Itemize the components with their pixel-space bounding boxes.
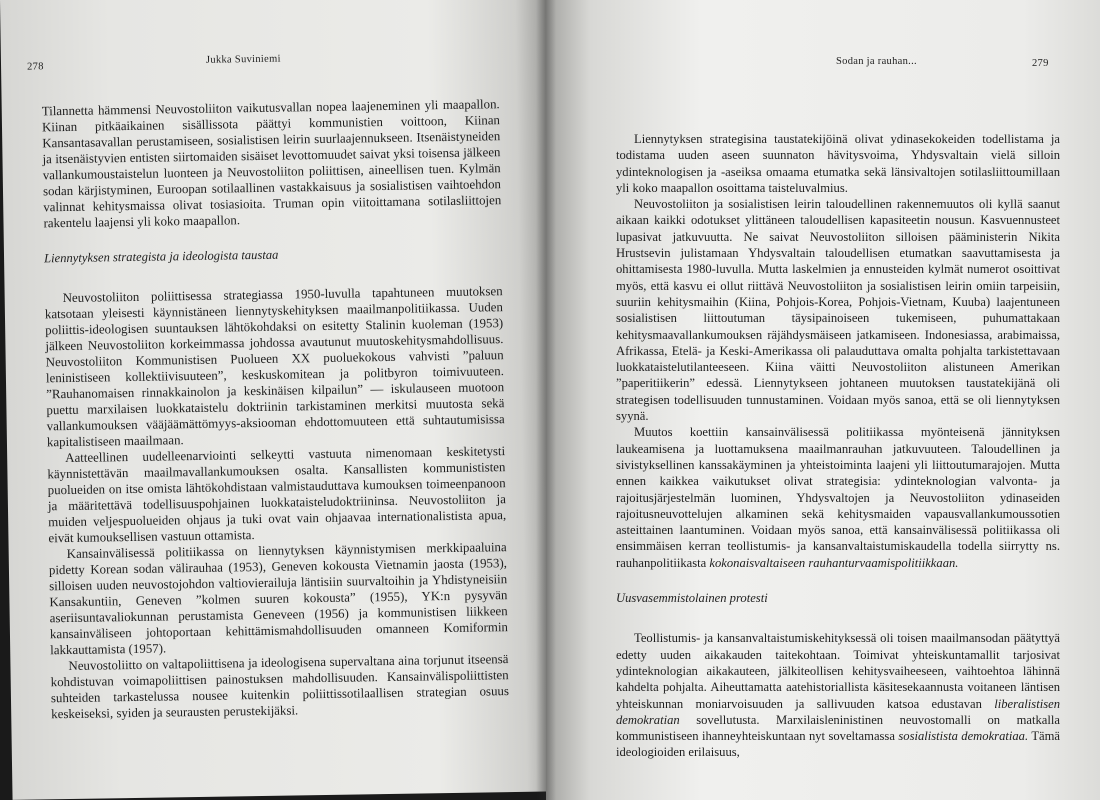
right-page-number: 279 (1032, 58, 1049, 69)
left-paragraph-5: Neuvostoliitto on valtapoliittisena ja ideologisena supervaltana aina torjunut itseensä kohdistuvan voimapoliittisen painostuksen mahdollisuuden. Kansainvälispoliittisten suhteiden tarkastelussa nousee kuitenkin poliittissotilaallisen strategian osuus keskeiseksi, syiden ja seurausten perustekijäksi. (50, 652, 510, 722)
right-paragraph-3-emphasis: kokonaisvaltaiseen rauhanturvaamispolitiikkaan. (709, 555, 959, 570)
right-paragraph-2: Neuvostoliiton ja sosialistisen leirin taloudellinen rakennemuutos oli kyllä saanut aikaan kaikki odotukset ylittäneen taloudellisen kapasiteetin nousun. Kasvuennusteet lupasivat jatkuvuutta. Ne saivat Neuvostoliiton silloisen pääministerin Nikita Hrustsevin julistamaan Yhdysvaltain taloudellisen etumatkan saavuttamisesta ja ohittamisesta 1980-luvulla. Mutta laskelmien ja ennusteiden kylmät numerot osoittivat myös, että kasvu ei ollut riittävä Neuvostoliiton ja sosialistisen leirin omiin tarpeisiin, suuriin kehitysmaihin (Kiina, Pohjois-Korea, Pohjois-Vietnam, Kuuba) laajentuneen sosialistisen liittoutuman täysipainoiseen tukemiseen, puhumattakaan kehitysmaavallankumouksen räjähdysmäiseen jatkamiseen. Indonesiassa, arabimaissa, Afrikassa, Etelä- ja Keski-Amerikassa oli palauduttava omalta pohjalta tarkistettavaan luokkataistelutilanteeseen. Kiina väitti Neuvostoliiton alistuneen Amerikan ”paperitiikerin” edessä. Liennytykseen johtaneen muutoksen taustatekijänä oli strategisen todellisuuden tunnustaminen. Voidaan myös sanoa, että se oli liennytyksen syynä. (616, 197, 1060, 424)
right-paragraph-4-text-a: Teollistumis- ja kansanvaltaistumiskehityksessä oli toisen maailmansodan päätyttyä edetty uuden aikakauden taitekohtaan. Toimivat yhteiskuntamallit tarjosivat ydinteknologian aikakauteen, jälkiteollisen kehitysvaiheeseen, vaihtoehtoa lähinnä kahdelta pohjalta. Aiheuttamatta aatehistoriallista käsitesekaannusta voitaneen läntisen yhteiskunnan moniarvoisuuden ja sallivuuden katsoa edustavan (616, 631, 1060, 711)
right-running-head: Sodan ja rauhan... (836, 56, 917, 67)
left-paragraph-1: Tilannetta hämmensi Neuvostoliiton vaikutusvallan nopea laajeneminen yli maapallon. Kiinan pitkäaikainen sisällissota päättyi kommunistien voittoon, Kiinan Kansantasavallan perustamiseen, sosialistisen leirin suurlaajennukseen. Itsenäistyneiden ja itsenäistyvien entisten siirtomaiden sisäiset levottomuudet saivat yksi toisensa jälkeen vallankumoustaistelun luonteen ja Neuvostoliiton poliittisen, aineellisen tuen. Kylmän sodan kärjistyminen, Euroopan sotilaallinen vastakkaisuus ja sosialistisen vaihtoehdon valinnat kehitysmaissa olivat tosiasioita. Truman opin viitoittamana sotilasliittojen rakentelu laajensi yli koko maapallon. (41, 97, 502, 231)
right-paragraph-3 (616, 424, 1060, 571)
left-section-heading: Liennytyksen strategista ja ideologista taustaa (43, 247, 279, 266)
right-paragraph-4-text-b: sovellutusta. Marxilaisleninistinen neuvostomalli on matkalla kommunistiseen ihanneyhteiskuntaan nyt soveltamassa (616, 712, 1060, 744)
right-paragraph-4 (616, 630, 1060, 760)
left-paragraph-4: Kansainvälisessä politiikassa on liennytyksen käynnistymisen merkkipaaluina pidetty Korean sodan välirauhaa (1953), Geneven kokousta Vietnamin jaosta (1953), silloisen uuden neuvostojohdon valtiovierailuja läntisiin suurvaltoihin ja Yhdistyneisiin Kansakuntiin, Geneven ”kolmen suuren kokousta” (1955), YK:n pysyvän aseriisuntavaliokunnan perustamista Geneveen (1956) ja kommunistisen liikkeen kansainväliseen johtoportaan kehittämismahdollisuuden omanneen Komiformin lakkauttamista (1957). (48, 540, 509, 658)
right-paragraph-4-text-c: Tämä ideologioiden erilaisuus, (616, 729, 1060, 760)
right-page (546, 0, 1100, 800)
left-paragraph-3: Aatteellinen uudelleenarviointi selkeytti vastuuta nimenomaan keskitetysti käynnistettävän maailmavallankumouksen osalta. Kansallisten kommunististen puolueiden on itse omista lähtökohdistaan valmistauduttava kumouksen toimeenpanoon ja määritettävä todellisuuspohjainen luokkataisteludoktriininsa. Neuvostoliiton ja muiden veljespuolueiden ohjaus ja tuki ovat vain ohjaavaa internationalistista apua, eivät kumouksellisen vastuun ottamista. (47, 444, 507, 546)
left-paragraph-2: Neuvostoliiton poliittisessa strategiassa 1950-luvulla tapahtuneen muutoksen katsotaan yleisesti käynnistäneen liennytyskehityksen maailmanpolitiikassa. Uuden poliittis-ideologisen suuntauksen lähtökohdaksi on esitetty Stalinin kuoleman (1953) jälkeen Neuvostoliiton korkeimmassa johdossa avautunut muutoskehitysmahdollisuus. Neuvostoliiton Kommunistisen Puolueen XX puoluekokous vahvisti ”paluun leninistiseen kollektiivisuuteen”, keskuskomitean ja politbyron toimivuuteen. ”Rauhanomaisen rinnakkainolon ja keskinäisen kilpailun” — iskulauseen muotoon puettu marxilaisen luokkataistelu doktriinin tarkistaminen merkitsi muutosta sekä vallankumouksen vääjäämättömyys-aksiooman ehdottomuuteen että suhtautumisissa kapitalistiseen maailmaan. (44, 284, 505, 450)
right-paragraph-4-emphasis-2: sosialistista demokratiaa. (898, 729, 1029, 744)
left-running-head: Jukka Suviniemi (205, 53, 281, 66)
right-section-heading: Uusvasemmistolainen protesti (616, 591, 768, 606)
right-paragraph-3-text: Muutos koettiin kansainvälisessä politiikassa myönteisenä jännityksen laukeamisena ja luottamuksena maailmanrauhan jatkuvuuteen. Taloudellinen ja sivistyksellinen kanssakäyminen ja yhteistoiminta laajeni yli liittoutumarajojen. Mutta ennen kaikkea vaikutukset olivat strategisia: ydinteknologian valvonta- ja rajoitusjärjestelmän luominen, Yhdysvaltojen ja Neuvostoliiton ydinaseiden rajoitusneuvottelujen alkaminen sekä kehitysmaiden vapausvallankumoussotien asteittainen laantuminen. Voidaan myös sanoa, että kansainvälisessä politiikassa oli ensimmäisen kerran teollistumis- ja kansanvaltaistumiskaudella todella siirrytty ns. rauhanpolitiikasta (616, 425, 1060, 570)
left-page-number: 278 (26, 61, 44, 73)
left-page-body (42, 96, 510, 722)
right-paragraph-1: Liennytyksen strategisina taustatekijöinä olivat ydinasekokeiden todellistama ja todistama uuden aseen suunnaton hävitysvoima, Yhdysvaltain vielä silloin ydinteknologisen ja -aseiksa omaama etumatka sekä länsivaltojen sotilasliittoumillaan yli koko maapallon osoittama taisteluvalmius. (616, 132, 1060, 195)
right-page-body (616, 131, 1060, 761)
right-paragraph-4-emphasis-1: liberalistisen demokratian (616, 696, 1060, 727)
